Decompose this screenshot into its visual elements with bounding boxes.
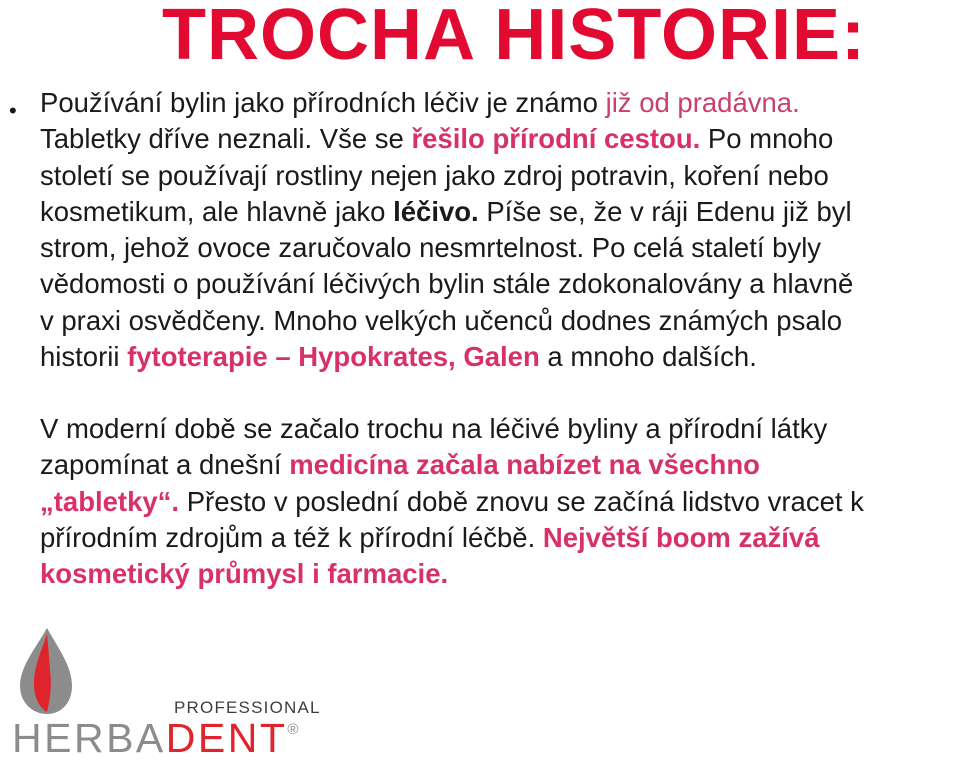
text-line [40,339,960,375]
text-line: v praxi osvědčeny. Mnoho velkých učenců dodnes známých psalo [40,304,843,336]
text-line [40,194,960,230]
highlight-text: fytoterapie – Hypokrates, Galen [127,341,540,373]
text-span: přírodním zdrojům a též k přírodní léčbě. [40,521,543,553]
highlight-text: již od pradávna. [605,87,800,118]
text-line [40,484,960,520]
brand-name [12,715,301,762]
text-line [40,121,960,157]
page-title: TROCHA HISTORIE: [162,0,867,75]
text-span: Používání bylin jako přírodních léčiv je známo [40,87,606,118]
highlight-text: „tabletky“. [40,485,180,517]
history-paragraph [40,85,960,375]
brand-herba: HERBA [12,715,166,761]
text-line: vědomosti o používání léčivých bylin stále zdokonalovány a hlavně [40,268,854,300]
highlight-text: medicína začala nabízet na všechno [289,449,760,481]
text-line [40,85,960,121]
text-line: strom, jehož ovoce zaručovalo nesmrtelnost. Po celá staletí byly [40,232,822,264]
text-span: Tabletky dříve neznali. Vše se [40,123,412,155]
bold-text: léčivo. [393,195,479,227]
text-line [40,520,960,556]
leaf-drop-icon [14,626,78,716]
bullet-icon: • [9,98,17,123]
brand-dent: DENT [165,715,288,761]
text-span: kosmetikum, ale hlavně jako [40,195,394,227]
herbadent-logo [10,626,321,761]
text-line: V moderní době se začalo trochu na léčivé byliny a přírodní látky [40,413,828,444]
text-span: Píše se, že v ráji Edenu již byl [478,195,852,227]
highlight-text: Největší boom zažívá [542,521,820,553]
text-span: Přesto v poslední době znovu se začíná lidstvo vracet k [179,485,864,517]
professional-label: PROFESSIONAL [174,698,321,717]
text-line [40,447,960,483]
text-line: kosmetický průmysl i farmacie. [40,558,449,590]
text-span: a mnoho dalších. [539,341,757,373]
text-line: století se používají rostliny nejen jako zdroj potravin, koření nebo [40,159,829,191]
text-span: zapomínat a dnešní [40,449,290,481]
registered-mark: ® [287,721,301,738]
text-span: historii [40,341,128,373]
highlight-text: řešilo přírodní cestou. [411,123,701,155]
modern-paragraph [40,411,960,592]
text-span: Po mnoho [700,123,834,155]
